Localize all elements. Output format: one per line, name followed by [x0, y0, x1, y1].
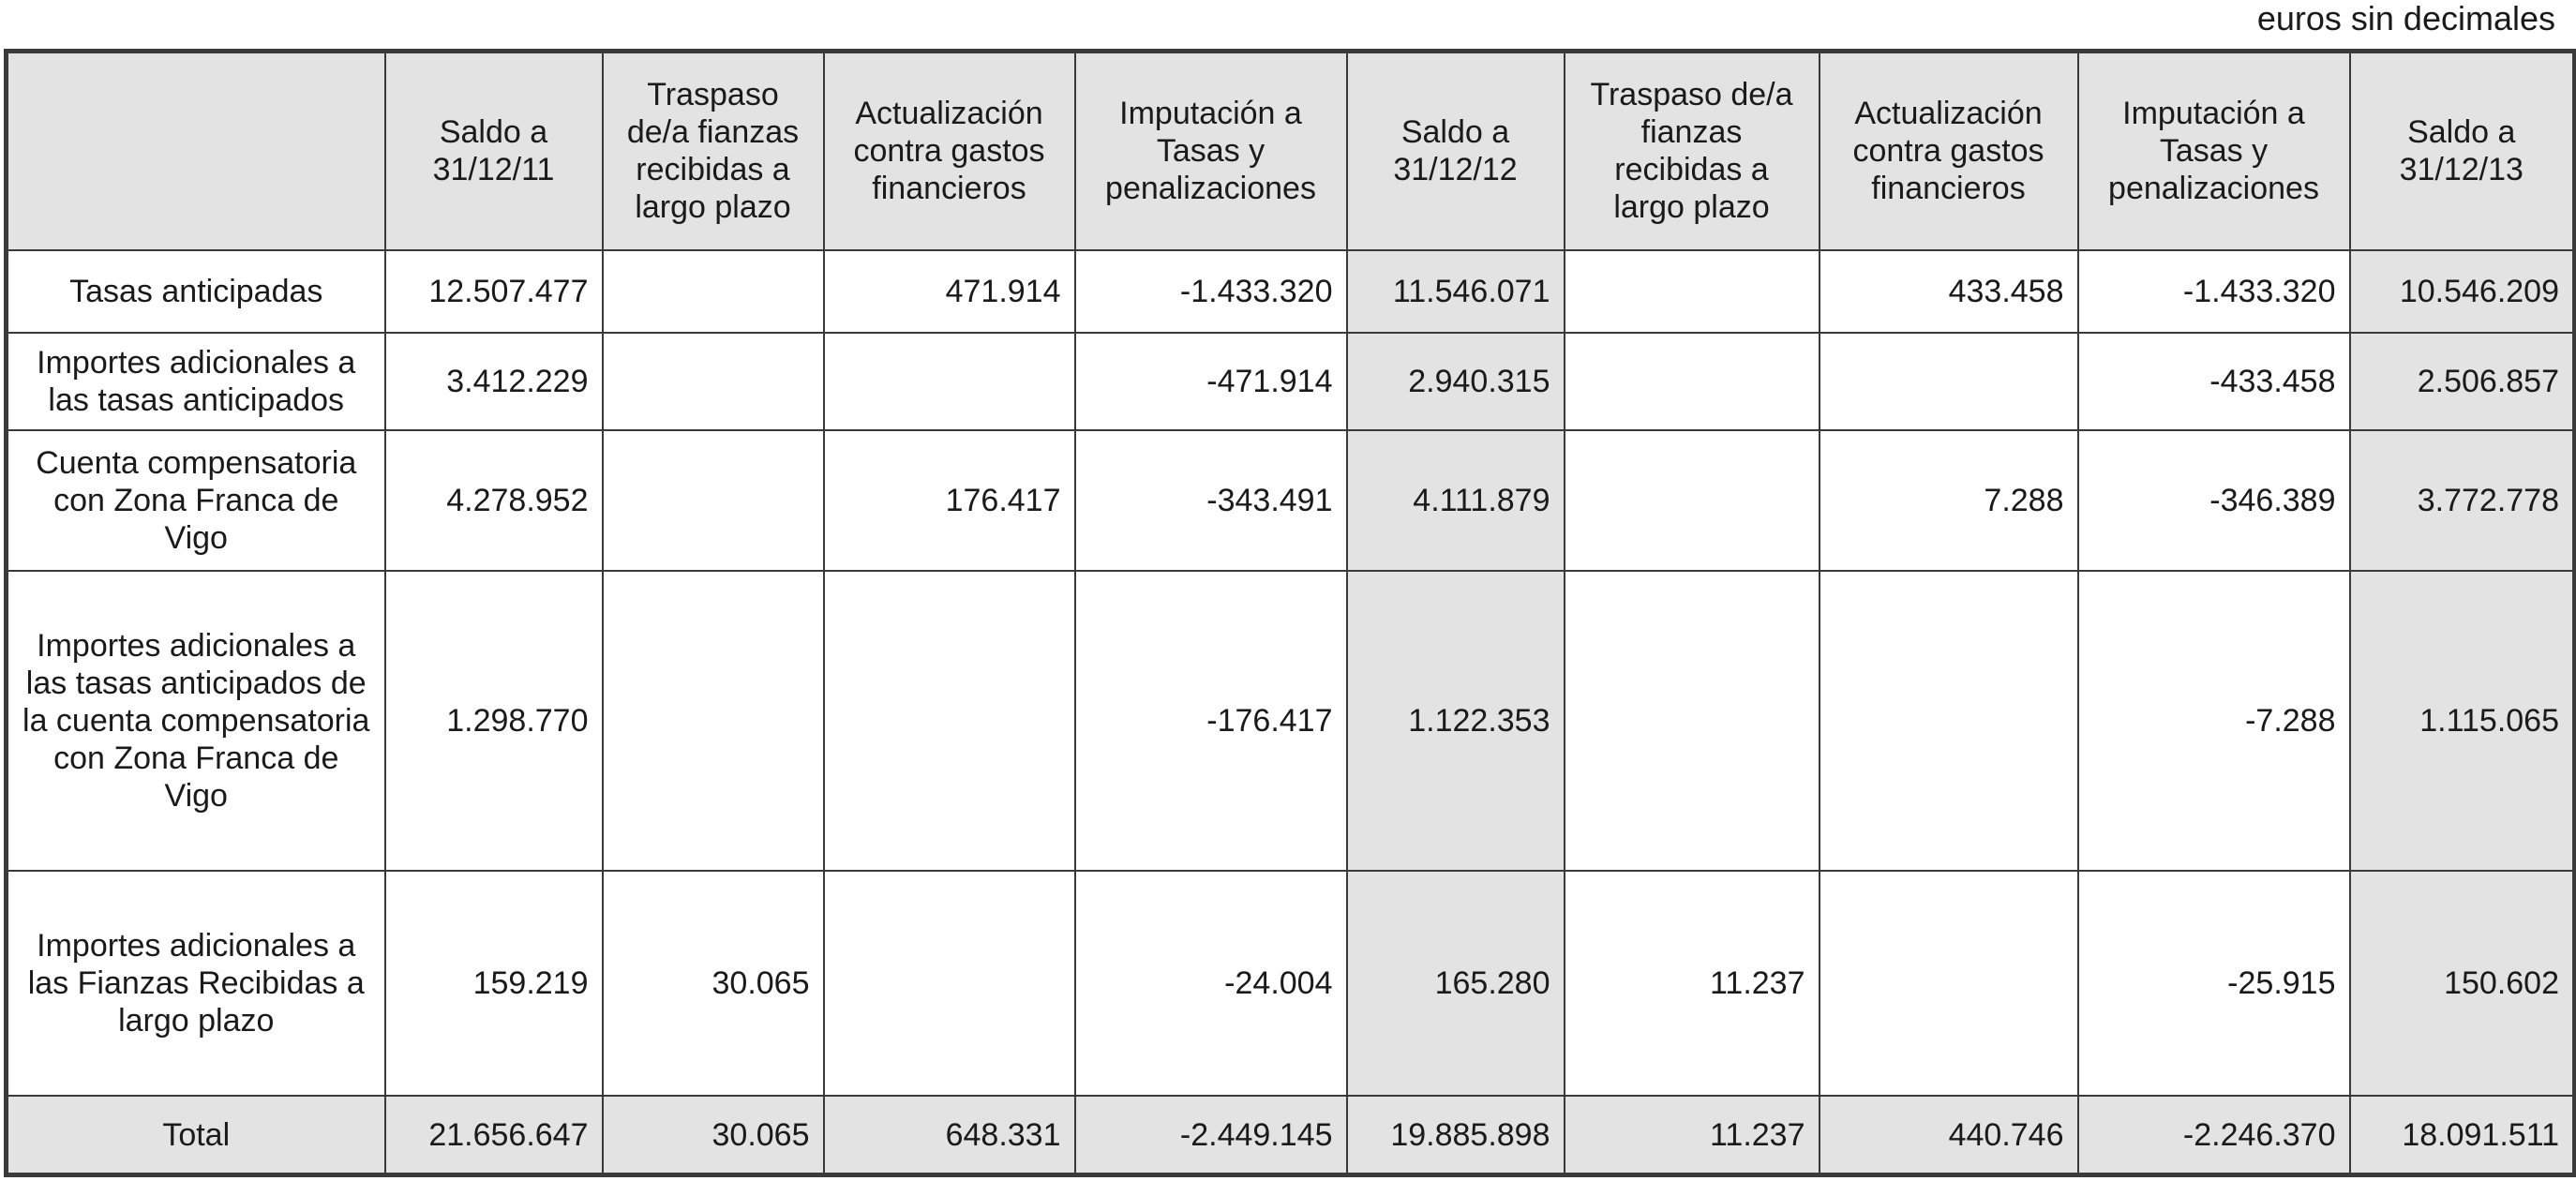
table-cell: -1.433.320	[1075, 250, 1347, 333]
table-row	[7, 871, 2575, 1096]
table-cell: -471.914	[1075, 333, 1347, 430]
table-cell: 159.219	[385, 871, 603, 1096]
total-cell: 11.237	[1565, 1096, 1820, 1174]
column-header: Imputación a Tasas y penalizaciones	[1075, 52, 1347, 250]
row-label: Importes adicionales a las tasas anticipados	[7, 333, 385, 430]
table-cell: -176.417	[1075, 571, 1347, 871]
table-cell: 2.940.315	[1347, 333, 1565, 430]
balance-table	[4, 49, 2576, 1177]
table-cell	[1820, 333, 2078, 430]
table-cell: 1.298.770	[385, 571, 603, 871]
table-cell: 10.546.209	[2350, 250, 2575, 333]
table-cell: 30.065	[603, 871, 824, 1096]
table-cell: -343.491	[1075, 430, 1347, 571]
table-cell: -1.433.320	[2078, 250, 2350, 333]
table-cell: 176.417	[824, 430, 1075, 571]
table-cell: -24.004	[1075, 871, 1347, 1096]
row-label: Importes adicionales a las tasas anticipados de la cuenta compensatoria con Zona Franca de Vigo	[7, 571, 385, 871]
row-label: Importes adicionales a las Fianzas Recibidas a largo plazo	[7, 871, 385, 1096]
table-cell: 165.280	[1347, 871, 1565, 1096]
table-cell: 2.506.857	[2350, 333, 2575, 430]
total-cell: 440.746	[1820, 1096, 2078, 1174]
table-cell: 11.546.071	[1347, 250, 1565, 333]
column-header	[7, 52, 385, 250]
table-row	[7, 430, 2575, 571]
total-row	[7, 1096, 2575, 1174]
total-cell: 19.885.898	[1347, 1096, 1565, 1174]
table-cell: 4.278.952	[385, 430, 603, 571]
table-cell	[1565, 333, 1820, 430]
column-header: Traspaso de/a fianzas recibidas a largo plazo	[1565, 52, 1820, 250]
column-header: Saldo a 31/12/12	[1347, 52, 1565, 250]
row-label: Cuenta compensatoria con Zona Franca de Vigo	[7, 430, 385, 571]
table-cell	[1565, 571, 1820, 871]
table-cell: 3.772.778	[2350, 430, 2575, 571]
table-cell	[1820, 871, 2078, 1096]
table-cell: -346.389	[2078, 430, 2350, 571]
total-cell: 648.331	[824, 1096, 1075, 1174]
unit-note: euros sin decimales	[2256, 0, 2555, 37]
header-row	[7, 52, 2575, 250]
column-header: Saldo a 31/12/13	[2350, 52, 2575, 250]
table-cell: 11.237	[1565, 871, 1820, 1096]
total-label: Total	[7, 1096, 385, 1174]
column-header: Actualización contra gastos financieros	[1820, 52, 2078, 250]
table-cell	[603, 430, 824, 571]
total-cell: 30.065	[603, 1096, 824, 1174]
table-cell: 150.602	[2350, 871, 2575, 1096]
table-cell	[824, 871, 1075, 1096]
table-cell: 12.507.477	[385, 250, 603, 333]
table-cell: 4.111.879	[1347, 430, 1565, 571]
table-cell: 433.458	[1820, 250, 2078, 333]
column-header: Saldo a 31/12/11	[385, 52, 603, 250]
table-cell: 7.288	[1820, 430, 2078, 571]
table-cell	[1565, 430, 1820, 571]
table-cell	[603, 250, 824, 333]
table-cell	[824, 571, 1075, 871]
table-cell	[824, 333, 1075, 430]
table-cell	[603, 571, 824, 871]
table-row	[7, 333, 2575, 430]
total-cell: 18.091.511	[2350, 1096, 2575, 1174]
table-cell	[1565, 250, 1820, 333]
column-header: Imputación a Tasas y penalizaciones	[2078, 52, 2350, 250]
table-row	[7, 571, 2575, 871]
table-cell	[603, 333, 824, 430]
table-cell: 1.122.353	[1347, 571, 1565, 871]
table-cell: 1.115.065	[2350, 571, 2575, 871]
table-row	[7, 250, 2575, 333]
column-header: Actualización contra gastos financieros	[824, 52, 1075, 250]
table-cell: 471.914	[824, 250, 1075, 333]
column-header: Traspaso de/a fianzas recibidas a largo plazo	[603, 52, 824, 250]
row-label: Tasas anticipadas	[7, 250, 385, 333]
table-cell: -25.915	[2078, 871, 2350, 1096]
total-cell: -2.246.370	[2078, 1096, 2350, 1174]
table-cell: 3.412.229	[385, 333, 603, 430]
total-cell: 21.656.647	[385, 1096, 603, 1174]
total-cell: -2.449.145	[1075, 1096, 1347, 1174]
table-cell: -7.288	[2078, 571, 2350, 871]
table-cell	[1820, 571, 2078, 871]
table-cell: -433.458	[2078, 333, 2350, 430]
